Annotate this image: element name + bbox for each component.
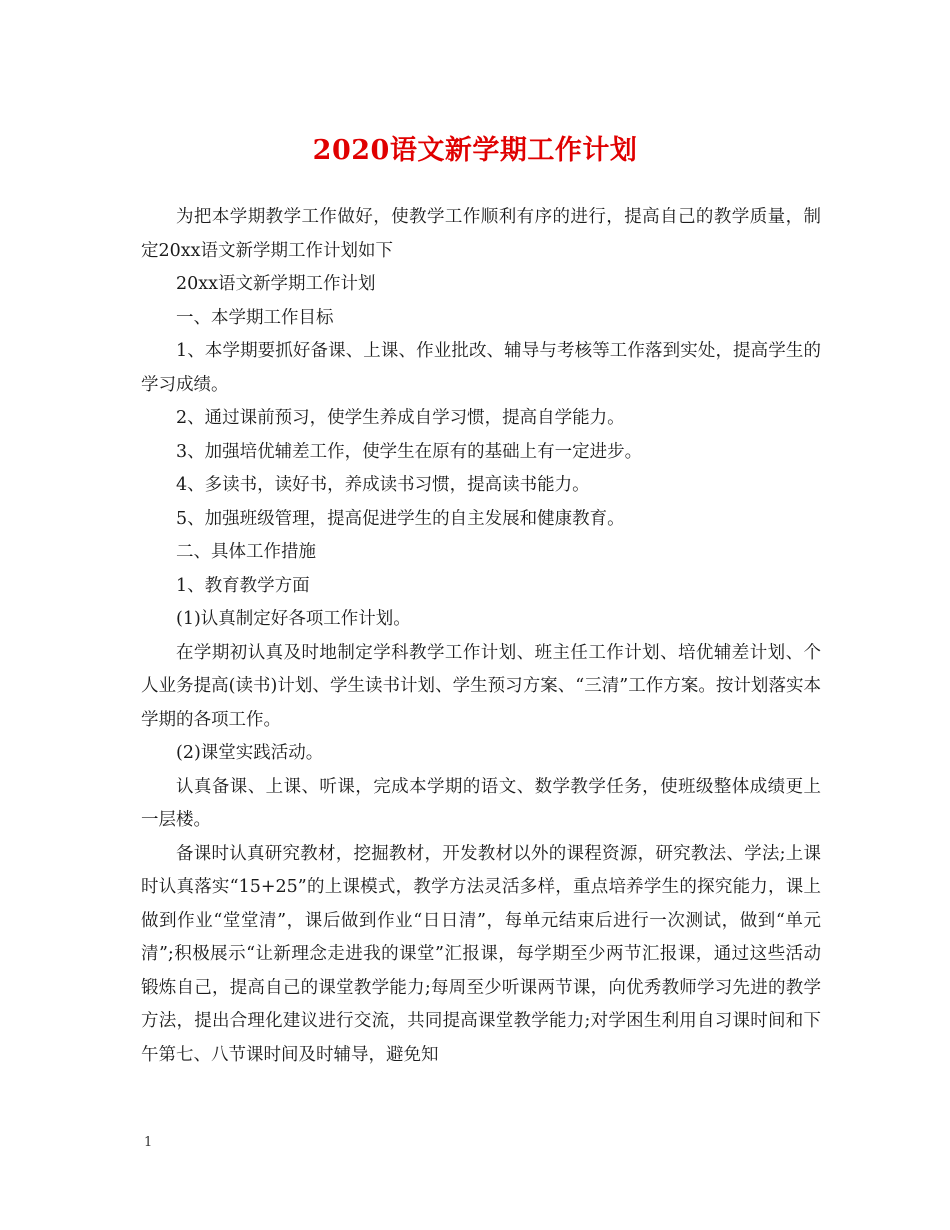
paragraph-intro: 为把本学期教学工作做好，使教学工作顺利有序的进行，提高自己的教学质量，制定20xx语文新学期工作计划如下 [141,207,821,261]
paragraph-plans: 在学期初认真及时地制定学科教学工作计划、班主任工作计划、培优辅差计划、个人业务提高(读书)计划、学生读书计划、学生预习方案、“三清”工作方案。按计划落实本学期的各项工作。 [141,642,821,730]
section-heading-measures: 二、具体工作措施 [176,542,316,562]
item-heading-plans: (1)认真制定好各项工作计划。 [176,609,411,629]
goal-item-5: 5、加强班级管理，提高促进学生的自主发展和健康教育。 [176,508,625,529]
section-heading-goals: 一、本学期工作目标 [176,307,334,328]
paragraph-classroom: 认真备课、上课、听课，完成本学期的语文、数学教学任务，使班级整体成绩更上一层楼。 [141,776,821,830]
goal-item-4: 4、多读书，读好书，养成读书习惯，提高读书能力。 [176,475,590,495]
paragraph-plan-heading: 20xx语文新学期工作计划 [176,274,376,294]
goal-item-1: 1、本学期要抓好备课、上课、作业批改、辅导与考核等工作落到实处，提高学生的学习成绩。 [141,341,821,395]
goal-item-3: 3、加强培优辅差工作，使学生在原有的基础上有一定进步。 [176,441,643,462]
item-heading-classroom: (2)课堂实践活动。 [176,743,324,763]
page-number: 1 [144,1135,153,1150]
goal-item-2: 2、通过课前预习，使学生养成自学习惯，提高自学能力。 [176,408,625,428]
paragraph-lesson-prep: 备课时认真研究教材，挖掘教材，开发教材以外的课程资源，研究教法、学法;上课时认真落实“15+25”的上课模式，教学方法灵活多样，重点培养学生的探究能力，课上做到作业“堂堂清”，课后做到作业“日日清”，每单元结束后进行一次测试，做到“单元清”;积极展示“让新理念走进我的课堂”汇报课，每学期至少两节汇报课，通过这些活动锻炼自己，提高自己的课堂教学能力;每周至少听课两节课，向优秀教师学习先进的教学方法，提出合理化建议进行交流，共同提高课堂教学能力;对学困生利用自习课时间和下午第七、八节课时间及时辅导，避免知 [141,843,821,1065]
document-body [141,201,821,1072]
subsection-heading-teaching: 1、教育教学方面 [176,575,310,596]
page-title: 2020语文新学期工作计划 [312,135,638,166]
